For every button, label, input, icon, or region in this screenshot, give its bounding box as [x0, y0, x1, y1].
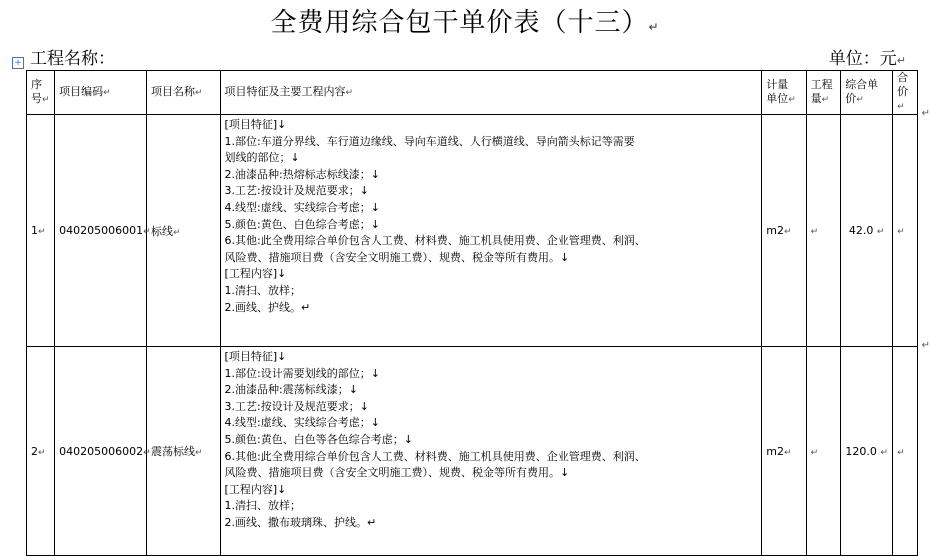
header-features: 项目特征及主要工程内容↵: [220, 71, 762, 115]
feature-line: 2.油漆品种:震荡标线漆；↓: [224, 383, 358, 397]
cell-name: 标线↵: [147, 115, 221, 347]
paragraph-mark-icon: ↵: [896, 54, 906, 67]
table-header-row: [27, 71, 918, 115]
header-unit-price: 综合单 价↵: [841, 71, 893, 115]
project-name-label: 工程名称：: [30, 49, 115, 69]
table-move-handle-icon[interactable]: +: [12, 57, 24, 69]
feature-line: [工程内容]↓: [224, 482, 287, 496]
feature-line: 3.工艺:按设计及规范要求；↓: [224, 184, 369, 198]
unit-label-text: 单位：元: [828, 49, 897, 69]
feature-line: 1.清扫、放样；: [224, 499, 302, 513]
table-row: [27, 347, 918, 556]
feature-line: 3.工艺:按设计及规范要求；↓: [224, 399, 369, 413]
cell-quantity: ↵: [806, 115, 841, 347]
cell-name: 震荡标线↵: [147, 347, 221, 556]
page-title: [0, 2, 930, 39]
feature-line: 2.油漆品种:热熔标志标线漆；↓: [224, 167, 380, 181]
cell-total-price: ↵: [893, 115, 918, 347]
paragraph-mark-icon: ↵: [921, 340, 930, 351]
feature-line: 6.其他:此全费用综合单价包含人工费、材料费、施工机具使用费、企业管理费、利润、: [224, 449, 646, 463]
cell-total-price: ↵: [893, 347, 918, 556]
cell-no: 2↵: [27, 347, 55, 556]
cell-unit: m2↵: [762, 115, 806, 347]
feature-line: 4.线型:虚线、实线综合考虑；↓: [224, 200, 380, 214]
unit-label: [829, 44, 906, 69]
feature-line: 风险费、措施项目费（含安全文明施工费）、规费、税金等所有费用。↓: [224, 250, 570, 264]
paragraph-mark-icon: ↵: [921, 108, 930, 119]
cell-features: [220, 347, 762, 556]
header-code: 项目编码↵: [55, 71, 147, 115]
feature-line: 2.画线、护线。↵: [224, 300, 311, 314]
cell-unit: m2↵: [762, 347, 806, 556]
feature-line: 5.颜色:黄色、白色综合考虑；↓: [224, 217, 380, 231]
cell-code: 040205006001↵: [55, 115, 147, 347]
feature-line: 2.画线、撒布玻璃珠、护线。↵: [224, 515, 377, 529]
feature-line: 风险费、措施项目费（含安全文明施工费）、规费、税金等所有费用。↓: [224, 466, 570, 480]
paragraph-mark-icon: ↵: [648, 20, 660, 34]
header-no: 序 号↵: [27, 71, 55, 115]
table-row: [27, 115, 918, 347]
header-total-price: 合 价↵: [893, 71, 918, 115]
price-table: [26, 70, 918, 556]
cell-unit-price: 120.0 ↵: [841, 347, 893, 556]
feature-line: [工程内容]↓: [224, 267, 287, 281]
cell-quantity: ↵: [806, 347, 841, 556]
cell-unit-price: 42.0 ↵: [841, 115, 893, 347]
cell-features: [220, 115, 762, 347]
title-text: 全费用综合包干单价表（十三）: [270, 8, 649, 38]
feature-line: 1.部位:设计需要划线的部位；↓: [224, 366, 380, 380]
header-name: 项目名称↵: [147, 71, 221, 115]
feature-line: 1.清扫、放样；: [224, 283, 302, 297]
feature-line: 4.线型:虚线、实线综合考虑；↓: [224, 416, 380, 430]
header-unit: 计量 单位↵: [762, 71, 806, 115]
feature-line: 6.其他:此全费用综合单价包含人工费、材料费、施工机具使用费、企业管理费、利润、: [224, 234, 646, 248]
feature-line: 5.颜色:黄色、白色等各色综合考虑；↓: [224, 432, 413, 446]
feature-line: [项目特征]↓: [224, 350, 287, 363]
cell-code: 040205006002↵: [55, 347, 147, 556]
feature-line: 划线的部位；↓: [224, 151, 300, 165]
feature-line: 1.部位:车道分界线、车行道边缘线、导向车道线、人行横道线、导向箭头标记等需要: [224, 134, 635, 148]
cell-no: 1↵: [27, 115, 55, 347]
feature-line: [项目特征]↓: [224, 118, 287, 131]
header-quantity: 工程 量↵: [806, 71, 841, 115]
